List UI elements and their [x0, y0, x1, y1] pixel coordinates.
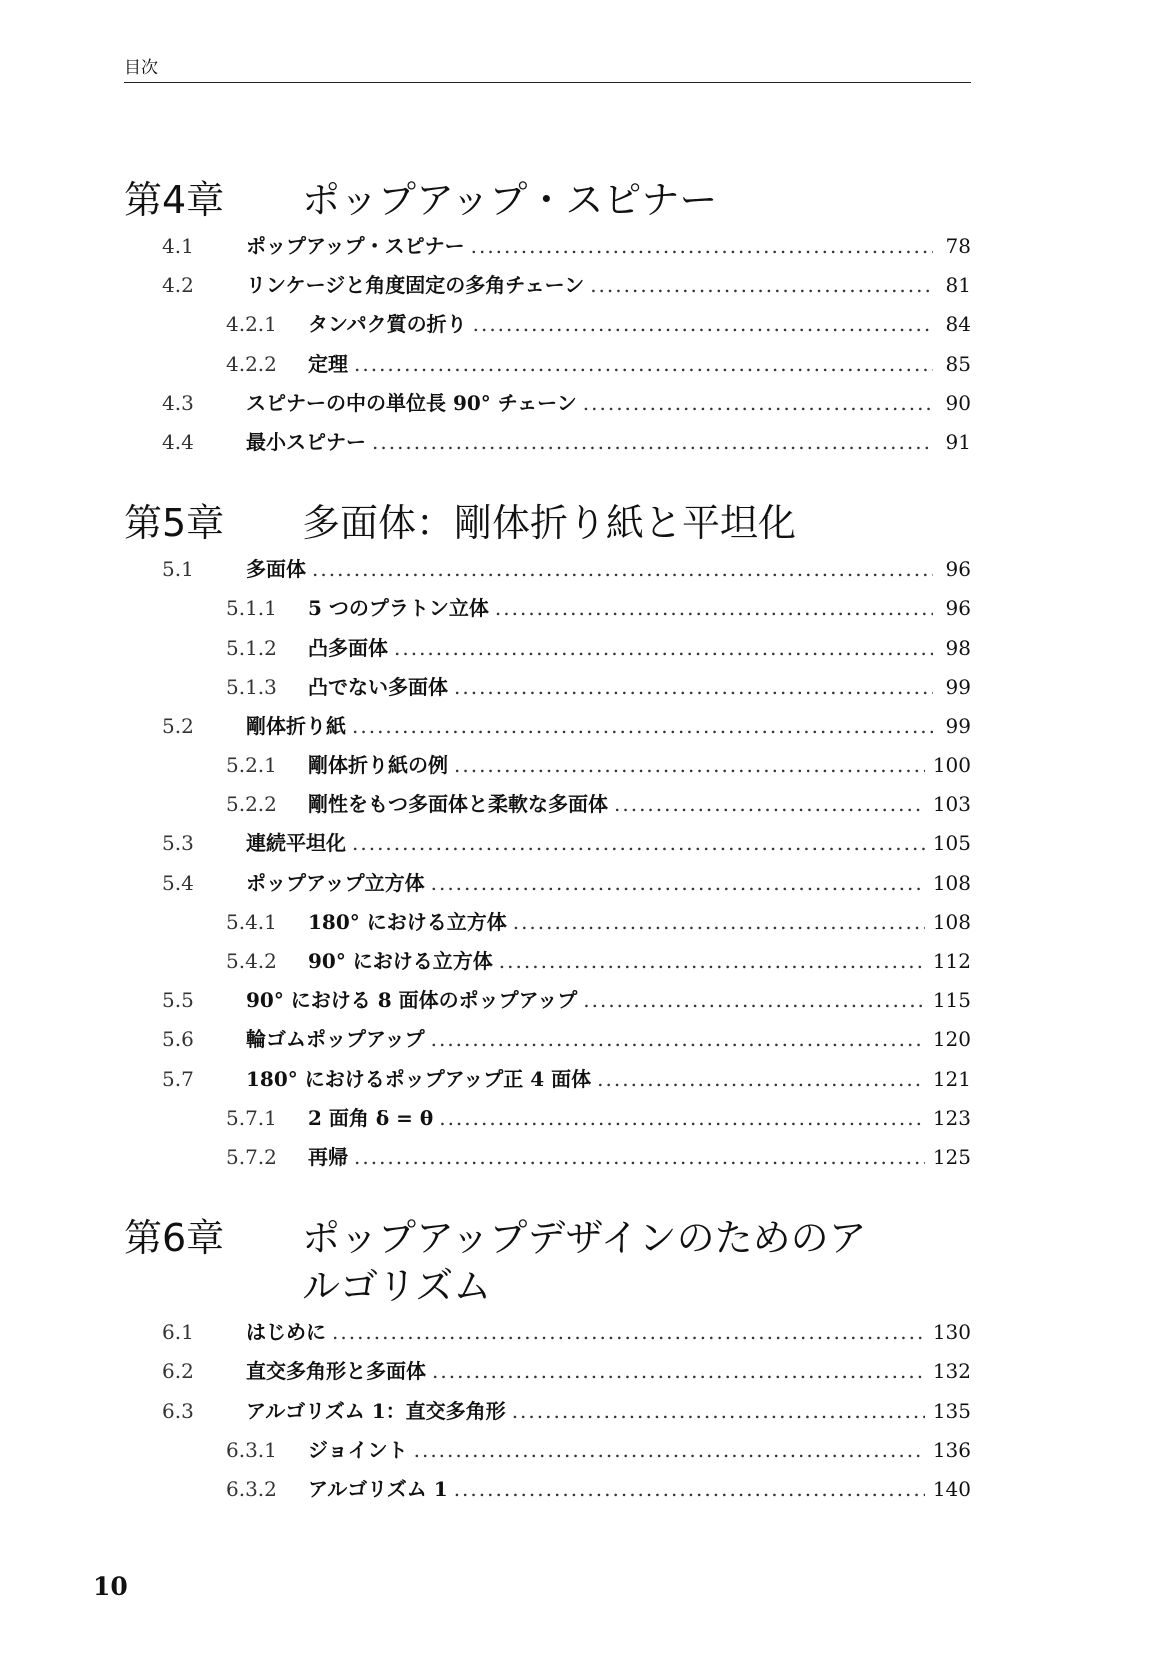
section-title: 多面体: [246, 557, 306, 582]
dot-leader: [454, 753, 925, 777]
section-number: 6.2: [162, 1359, 194, 1384]
chapter-entries: [124, 1316, 971, 1512]
section-number: 4.2.1: [226, 312, 277, 337]
dot-leader: [495, 596, 933, 620]
dot-leader: [394, 636, 933, 660]
dot-leader: [471, 234, 933, 258]
section-title: 180° におけるポップアップ正 4 面体: [246, 1066, 592, 1091]
section-title: 定理: [308, 351, 348, 376]
running-head: 目次: [124, 58, 971, 83]
section-number: 5.4: [162, 870, 194, 895]
dot-leader: [354, 1145, 925, 1169]
section-title: タンパク質の折り: [308, 312, 467, 337]
section-title: 最小スピナー: [246, 429, 366, 454]
toc-entry[interactable]: [124, 1473, 971, 1512]
chapter-number: 第5章: [124, 501, 225, 546]
toc-entry[interactable]: [124, 906, 971, 945]
dot-leader: [312, 557, 933, 581]
section-title: 再帰: [308, 1144, 348, 1169]
chapter-title: ポップアップ・スピナー: [302, 178, 718, 222]
section-title: 180° における立方体: [308, 909, 507, 934]
dot-leader: [354, 352, 933, 376]
toc-entry[interactable]: [124, 269, 971, 308]
toc-entry[interactable]: [124, 426, 971, 465]
toc-entry[interactable]: [124, 230, 971, 269]
dot-leader: [431, 1027, 925, 1051]
toc-entry[interactable]: [124, 1434, 971, 1473]
page-number: 84: [945, 312, 971, 337]
section-title: リンケージと角度固定の多角チェーン: [246, 273, 585, 298]
dot-leader: [352, 831, 925, 855]
section-number: 5.7.1: [226, 1105, 277, 1130]
section-title: 輪ゴムポップアップ: [246, 1027, 425, 1052]
dot-leader: [432, 1359, 925, 1383]
page-number: 100: [932, 753, 971, 778]
toc-entry[interactable]: [124, 1063, 971, 1102]
dot-leader: [414, 1438, 925, 1462]
section-title: ポップアップ・スピナー: [246, 234, 465, 258]
toc-entry[interactable]: [124, 867, 971, 906]
dot-leader: [590, 273, 933, 297]
chapter-heading: [124, 176, 971, 224]
toc-entry[interactable]: [124, 749, 971, 788]
toc-entry[interactable]: [124, 308, 971, 347]
section-title: 剛性をもつ多面体と柔軟な多面体: [308, 792, 608, 817]
section-title: スピナーの中の単位長 90° チェーン: [246, 390, 577, 415]
page-number: 108: [932, 909, 971, 934]
page-number: 96: [945, 557, 971, 582]
dot-leader: [454, 675, 933, 699]
toc-entry[interactable]: [124, 945, 971, 984]
toc-entry[interactable]: [124, 710, 971, 749]
page-number: 103: [932, 792, 971, 817]
section-title: はじめに: [246, 1320, 326, 1345]
section-title: 凸でない多面体: [308, 674, 448, 699]
chapter-title: 多面体：剛体折り紙と平坦化: [302, 501, 797, 546]
dot-leader: [614, 792, 925, 816]
section-title: 90° における立方体: [308, 949, 493, 973]
dot-leader: [431, 871, 925, 895]
chapter-number: 第4章: [124, 178, 225, 222]
section-title: 連続平坦化: [246, 831, 346, 856]
toc-entry[interactable]: [124, 1102, 971, 1141]
dot-leader: [352, 714, 933, 738]
section-number: 6.1: [162, 1320, 194, 1345]
page-number: 81: [945, 273, 971, 298]
chapter-entries: [124, 553, 971, 1180]
toc-entry[interactable]: [124, 984, 971, 1023]
page-number: 105: [932, 831, 971, 856]
section-title: ポップアップ立方体: [246, 870, 425, 895]
page-number: 120: [932, 1027, 971, 1052]
toc-entry[interactable]: [124, 1141, 971, 1180]
section-number: 5.4.2: [226, 949, 277, 973]
section-number: 6.3: [162, 1398, 194, 1423]
dot-leader: [597, 1067, 925, 1091]
section-title: ジョイント: [308, 1437, 408, 1462]
section-number: 6.3.1: [226, 1437, 277, 1462]
toc-entry[interactable]: [124, 387, 971, 426]
section-number: 4.1: [162, 234, 194, 258]
table-of-contents: [124, 176, 971, 1546]
toc-entry[interactable]: [124, 827, 971, 866]
toc-entry[interactable]: [124, 592, 971, 631]
page-number: 115: [932, 988, 971, 1013]
section-number: 5.2.1: [226, 753, 277, 778]
page-number: 135: [932, 1398, 971, 1423]
dot-leader: [439, 1106, 925, 1130]
page-number: 112: [932, 949, 971, 973]
page-number: 99: [945, 713, 971, 738]
toc-entry[interactable]: [124, 1316, 971, 1355]
page-number: 123: [932, 1105, 971, 1130]
toc-entry[interactable]: [124, 632, 971, 671]
page-number: 108: [932, 870, 971, 895]
section-number: 4.4: [162, 429, 194, 454]
section-title: 凸多面体: [308, 635, 388, 660]
section-number: 5.1.1: [226, 596, 277, 621]
page-number: 132: [932, 1359, 971, 1384]
section-number: 5.1: [162, 557, 194, 582]
section-title: 2 面角 δ = θ: [308, 1105, 434, 1130]
section-number: 5.7: [162, 1066, 194, 1091]
section-number: 4.2: [162, 273, 194, 298]
section-number: 5.3: [162, 831, 194, 856]
chapter-title: ポップアップデザインのためのアルゴリズム: [302, 1216, 867, 1309]
section-number: 4.3: [162, 390, 194, 415]
section-title: 90° における 8 面体のポップアップ: [246, 988, 578, 1013]
dot-leader: [513, 910, 925, 934]
section-title: 5 つのプラトン立体: [308, 596, 489, 621]
section-title: アルゴリズム 1: [308, 1476, 448, 1501]
page-number: 85: [945, 351, 971, 376]
page-number: 99: [945, 674, 971, 699]
section-number: 5.1.3: [226, 674, 277, 699]
section-title: 直交多角形と多面体: [246, 1359, 426, 1384]
section-number: 5.4.1: [226, 909, 277, 934]
section-number: 5.5: [162, 988, 194, 1013]
page-number: 136: [932, 1437, 971, 1462]
toc-entry[interactable]: [124, 1355, 971, 1394]
page-number: 130: [932, 1320, 971, 1345]
page-number: 96: [945, 596, 971, 621]
page-number: 78: [945, 234, 971, 258]
section-number: 5.6: [162, 1027, 194, 1052]
toc-entry[interactable]: [124, 348, 971, 387]
dot-leader: [372, 430, 933, 454]
chapter-heading: [124, 1214, 971, 1310]
dot-leader: [512, 1399, 925, 1423]
dot-leader: [499, 949, 925, 973]
section-title: 剛体折り紙: [246, 713, 346, 738]
chapter-heading: [124, 499, 971, 547]
toc-entry[interactable]: [124, 671, 971, 710]
section-title: アルゴリズム 1：直交多角形: [246, 1398, 506, 1423]
page-number: 98: [945, 635, 971, 660]
section-title: 剛体折り紙の例: [308, 753, 448, 778]
dot-leader: [583, 391, 933, 415]
page-number: 125: [932, 1144, 971, 1169]
dot-leader: [583, 988, 925, 1012]
section-number: 5.2: [162, 713, 194, 738]
page-number: 90: [945, 390, 971, 415]
section-number: 5.1.2: [226, 635, 277, 660]
page-number: 140: [932, 1476, 971, 1501]
toc-entry[interactable]: [124, 1023, 971, 1062]
page-number: 91: [945, 429, 971, 454]
section-number: 6.3.2: [226, 1476, 277, 1501]
chapter-number: 第6章: [124, 1216, 225, 1261]
chapter-entries: [124, 230, 971, 465]
toc-entry[interactable]: [124, 1395, 971, 1434]
toc-entry[interactable]: [124, 788, 971, 827]
page-folio: 10: [93, 1572, 128, 1601]
dot-leader: [332, 1320, 925, 1344]
dot-leader: [473, 312, 933, 336]
toc-entry[interactable]: [124, 553, 971, 592]
page-number: 121: [932, 1066, 971, 1091]
section-number: 5.7.2: [226, 1144, 277, 1169]
section-number: 4.2.2: [226, 351, 277, 376]
dot-leader: [454, 1477, 925, 1501]
section-number: 5.2.2: [226, 792, 277, 817]
